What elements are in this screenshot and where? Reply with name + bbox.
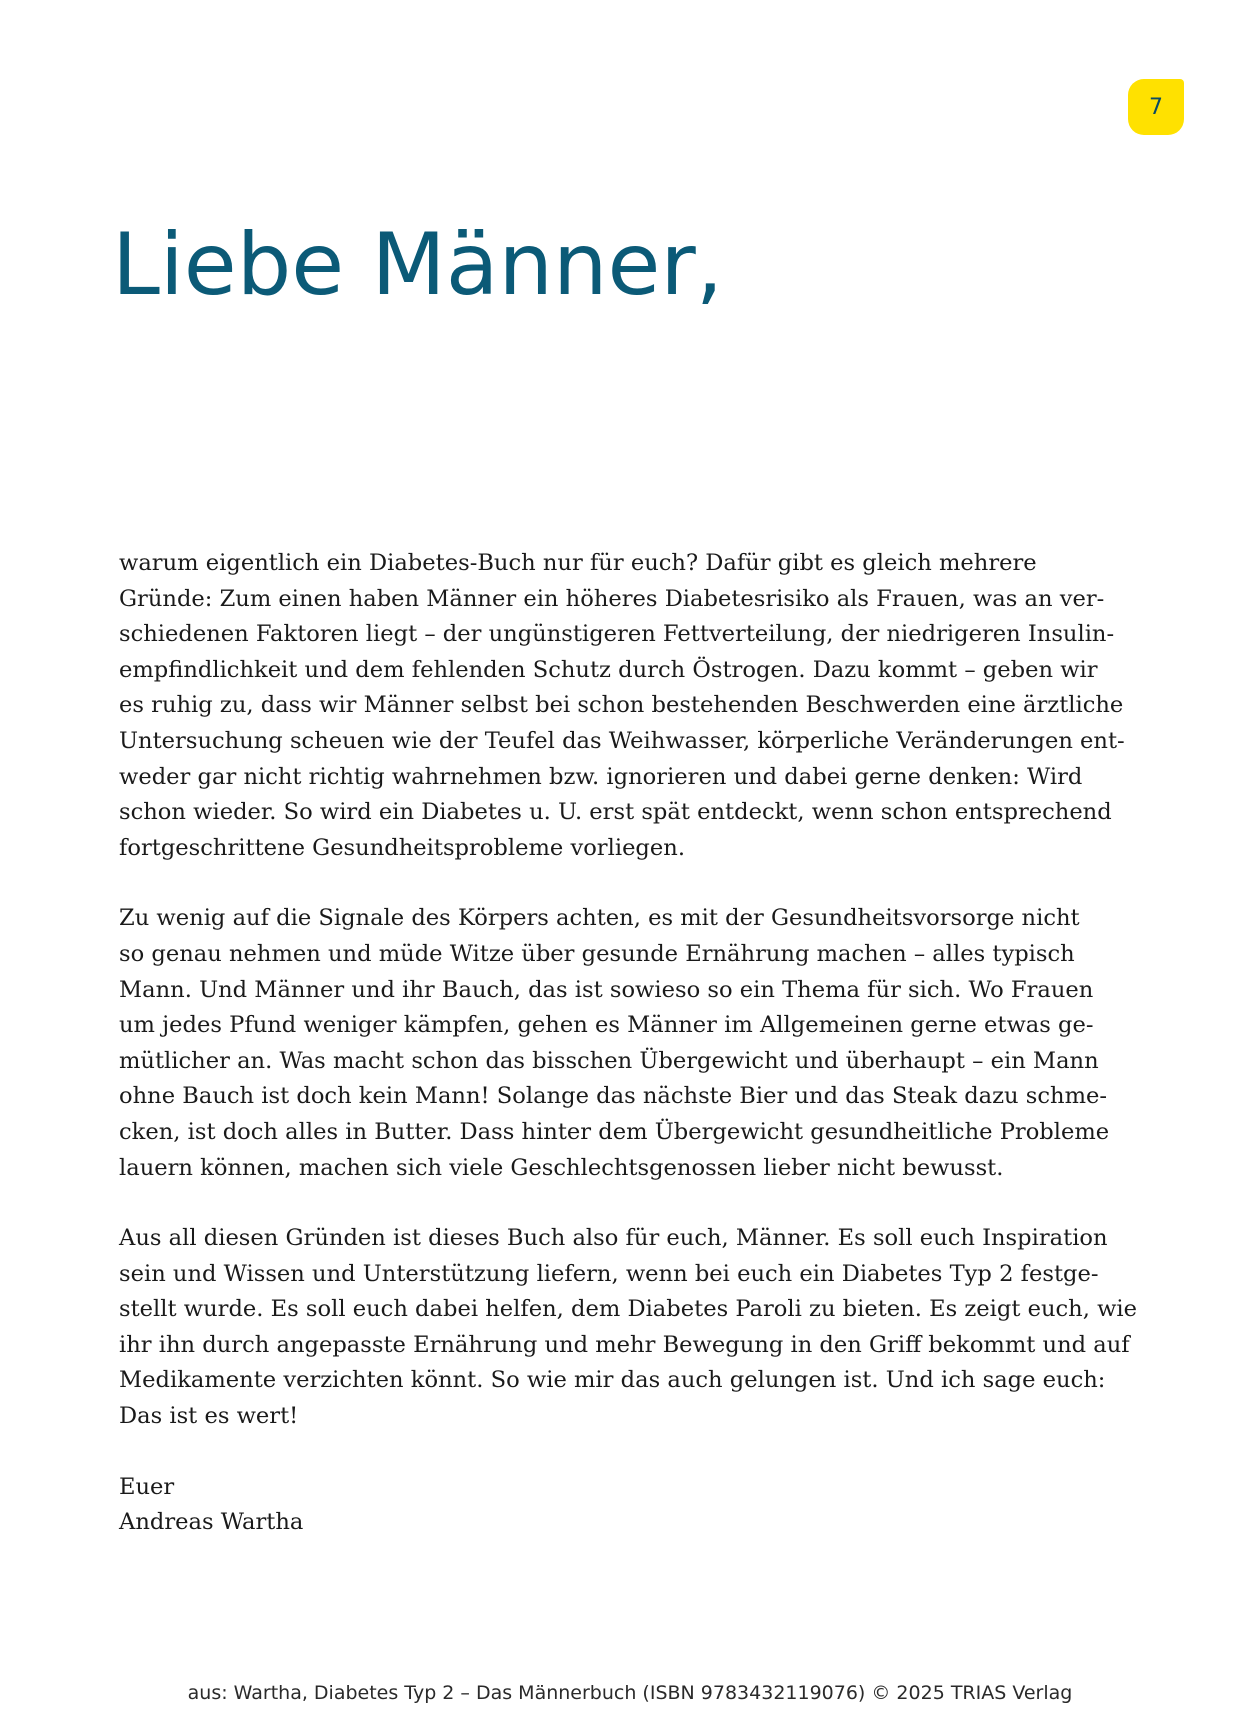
text-line: Gründe: Zum einen haben Männer ein höheres Diabetesrisiko als Frauen, was an ver- [119, 585, 1105, 612]
text-line: schiedenen Faktoren liegt – der ungünstigeren Fettverteilung, der niedrigeren Insulin- [119, 621, 1115, 648]
source-footer: aus: Wartha, Diabetes Typ 2 – Das Männerbuch (ISBN 9783432119076) © 2025 TRIAS Verlag [187, 1682, 1073, 1704]
text-line: warum eigentlich ein Diabetes-Buch nur für euch? Dafür gibt es gleich mehrere [119, 550, 1037, 576]
text-line: ohne Bauch ist doch kein Mann! Solange das nächste Bier und das Steak dazu schme- [119, 1083, 1108, 1110]
body-text [119, 546, 1138, 1541]
signature-closing: Euer [119, 1473, 175, 1500]
paragraph-3 [119, 1221, 1138, 1435]
paragraph-1 [119, 546, 1129, 866]
text-line: fortgeschrittene Gesundheitsprobleme vorliegen. [119, 834, 686, 861]
text-line: so genau nehmen und müde Witze über gesunde Ernährung machen – alles typisch [119, 940, 1075, 967]
text-line: es ruhig zu, dass wir Männer selbst bei schon bestehenden Beschwerden eine ärztliche [119, 692, 1124, 719]
page-title: Liebe Männer, [112, 215, 724, 315]
text-line: Zu wenig auf die Signale des Körpers achten, es mit der Gesundheitsvorsorge nicht [119, 905, 1080, 932]
page-number-badge [1128, 79, 1184, 135]
text-line: Untersuchung scheuen wie der Teufel das Weihwasser, körperliche Veränderungen ent- [119, 727, 1125, 754]
text-line: um jedes Pfund weniger kämpfen, gehen es Männer im Allgemeinen gerne etwas ge- [119, 1012, 1094, 1039]
text-line: stellt wurde. Es soll euch dabei helfen, dem Diabetes Paroli zu bieten. Es zeigt euch, wie [119, 1296, 1138, 1323]
text-line: weder gar nicht richtig wahrnehmen bzw. ignorieren und dabei gerne denken: Wird [119, 763, 1083, 790]
signature-name: Andreas Wartha [119, 1509, 304, 1536]
text-line: Medikamente verzichten könnt. So wie mir das auch gelungen ist. Und ich sage euch: [119, 1367, 1106, 1394]
text-line: empfindlichkeit und dem fehlenden Schutz durch Östrogen. Dazu kommt – geben wir [119, 656, 1098, 683]
text-line: lauern können, machen sich viele Geschlechtsgenossen lieber nicht bewusst. [119, 1154, 1004, 1181]
text-line: Das ist es wert! [119, 1403, 299, 1430]
text-line: Aus all diesen Gründen ist dieses Buch also für euch, Männer. Es soll euch Inspiration [119, 1225, 1108, 1252]
text-line: Mann. Und Männer und ihr Bauch, das ist sowieso so ein Thema für sich. Wo Frauen [119, 976, 1094, 1003]
paragraph-2 [119, 901, 1129, 1186]
text-line: schon wieder. So wird ein Diabetes u. U. erst spät entdeckt, wenn schon entsprechend [119, 799, 1112, 826]
text-line: sein und Wissen und Unterstützung liefern, wenn bei euch ein Diabetes Typ 2 festge- [119, 1260, 1099, 1287]
text-line: cken, ist doch alles in Butter. Dass hinter dem Übergewicht gesundheitliche Probleme [119, 1118, 1110, 1145]
text-line: ihr ihn durch angepasste Ernährung und mehr Bewegung in den Griff bekommt und auf [119, 1331, 1130, 1358]
signature [119, 1470, 1129, 1541]
page-number: 7 [1149, 94, 1163, 120]
text-line: mütlicher an. Was macht schon das bisschen Übergewicht und überhaupt – ein Mann [119, 1047, 1099, 1074]
